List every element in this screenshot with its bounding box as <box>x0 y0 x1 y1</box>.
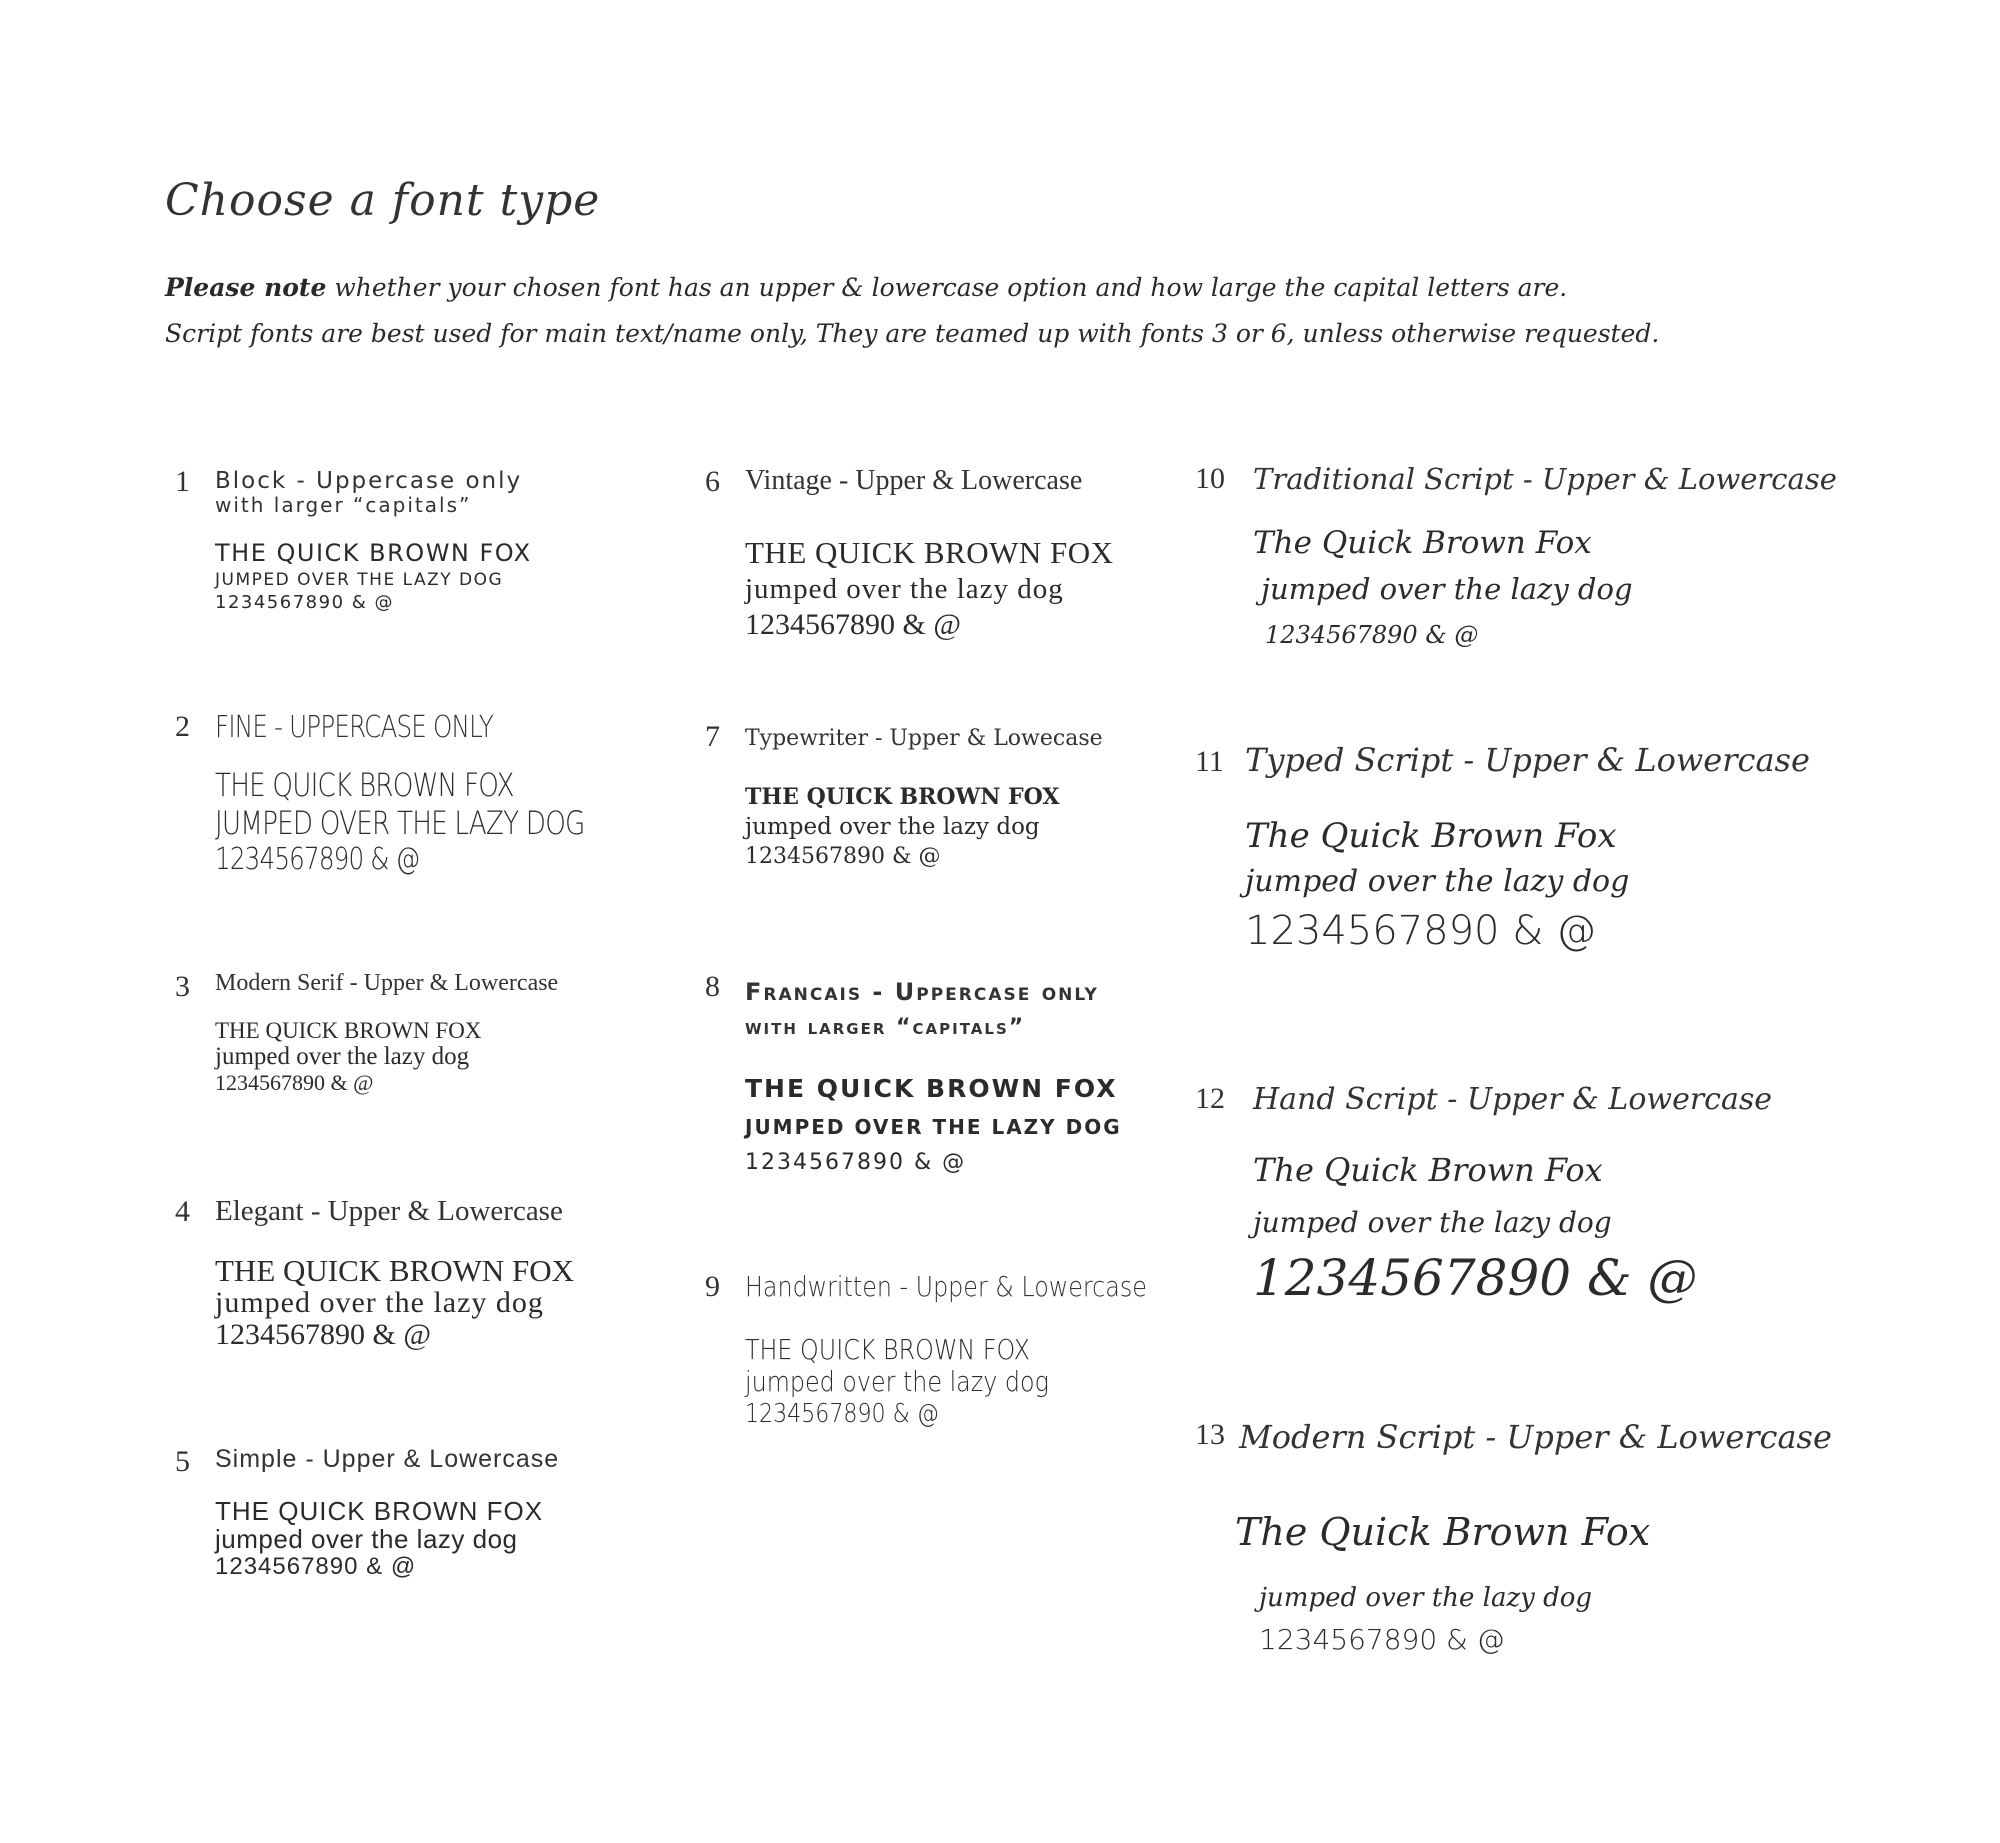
font-sample <box>215 537 532 615</box>
font-number: 7 <box>705 720 720 753</box>
sample-line-2: jumped over the lazy dog <box>1245 864 1630 899</box>
sample-line-2: JUMPED OVER THE LAZY DOG <box>215 804 585 842</box>
font-title: Hand Script - Upper & Lowercase <box>1253 1082 1773 1117</box>
sample-line-3: 1234567890 & @ <box>215 1318 431 1351</box>
sample-line-3: 1234567890 & @ <box>215 1553 417 1580</box>
font-number: 3 <box>175 970 190 1003</box>
font-number: 8 <box>705 970 720 1003</box>
font-number: 5 <box>175 1445 190 1478</box>
font-title: Vintage - Upper & Lowercase <box>745 465 1083 496</box>
font-title: Traditional Script - Upper & Lowercase <box>1253 462 1837 496</box>
sample-line-2: jumped over the lazy dog <box>215 1286 544 1319</box>
sample-line-2: jumped over the lazy dog <box>215 1524 518 1554</box>
font-title: Modern Script - Upper & Lowercase <box>1239 1418 1832 1456</box>
sample-line-1: THE QUICK BROWN FOX <box>215 539 532 567</box>
sample-line-3: 1234567890 & @ <box>745 1399 939 1429</box>
font-sample <box>1245 813 1629 957</box>
font-number: 10 <box>1195 462 1225 495</box>
font-number: 12 <box>1195 1082 1225 1115</box>
font-sample <box>745 782 1060 872</box>
font-title: Elegant - Upper & Lowercase <box>215 1195 563 1227</box>
sample-line-1: The Quick Brown Fox <box>1235 1510 1651 1554</box>
sample-line-3: 1234567890 & @ <box>745 844 941 869</box>
font-sample <box>1235 1488 1650 1660</box>
sample-line-2: jumped over the lazy dog <box>1259 1583 1593 1613</box>
font-number: 13 <box>1195 1418 1225 1451</box>
font-sample <box>745 535 1114 643</box>
font-sample <box>215 1255 574 1351</box>
sample-line-3: 1234567890 & @ <box>215 842 420 877</box>
sample-line-1: THE QUICK BROWN FOX <box>215 1253 575 1288</box>
font-title: Handwritten - Upper & Lowercase <box>745 1270 1147 1303</box>
sample-line-3: 1234567890 & @ <box>1265 621 1479 649</box>
sample-line-3: 1234567890 & @ <box>1245 908 1597 954</box>
font-title: Typewriter - Upper & Lowecase <box>745 726 1103 751</box>
font-number: 2 <box>175 710 190 743</box>
page-heading: Choose a font type <box>165 175 601 226</box>
sample-line-1: THE QUICK BROWN FOX <box>215 766 514 804</box>
font-title: FINE - UPPERCASE ONLY <box>215 710 493 745</box>
sample-line-1: THE QUICK BROWN FOX <box>745 784 1060 810</box>
sample-line-1: THE QUICK BROWN FOX <box>215 1496 544 1526</box>
font-sample <box>745 1334 1049 1430</box>
sample-line-2: jumped over the lazy dog <box>1261 572 1633 606</box>
sample-line-3: 1234567890 & @ <box>745 608 961 641</box>
font-title-line-1: Block - Uppercase only <box>215 468 523 494</box>
sample-line-1: The Quick Brown Fox <box>1245 816 1617 856</box>
font-sample <box>745 1070 1122 1180</box>
font-number: 4 <box>175 1195 190 1228</box>
font-number: 11 <box>1195 745 1224 778</box>
sample-line-1: The Quick Brown Fox <box>1253 525 1592 561</box>
sample-line-1: THE QUICK BROWN FOX <box>745 535 1114 570</box>
note-bold-lead: Please note <box>165 273 327 302</box>
font-title: Modern Serif - Upper & Lowercase <box>215 970 559 996</box>
font-number: 6 <box>705 465 720 498</box>
font-title-line-2: with larger “capitals” <box>215 493 472 517</box>
font-title-line-1: Francais - Uppercase only <box>745 978 1099 1006</box>
font-sample <box>215 766 585 878</box>
font-title <box>745 974 1099 1046</box>
sample-line-1: THE QUICK BROWN FOX <box>215 1018 482 1043</box>
sample-line-2: JUMPED OVER THE LAZY DOG <box>745 1115 1122 1139</box>
sample-line-3: 1234567890 & @ <box>745 1150 967 1175</box>
sample-line-1: THE QUICK BROWN FOX <box>745 1074 1118 1103</box>
note-line-2: Script fonts are best used for main text/name only, They are teamed up with fonts 3 or 6, unless otherwise requested. <box>165 319 1660 348</box>
sample-line-1: THE QUICK BROWN FOX <box>745 1333 1030 1366</box>
sample-line-3: 1234567890 & @ <box>1253 1249 1698 1307</box>
font-number: 1 <box>175 465 190 498</box>
sample-line-3: 1234567890 & @ <box>215 1070 374 1095</box>
font-title: Typed Script - Upper & Lowercase <box>1245 741 1810 779</box>
note-line-1-rest: whether your chosen font has an upper & lowercase option and how large the capital letters are. <box>326 273 1568 302</box>
font-title <box>215 469 522 517</box>
font-sample <box>215 1497 543 1581</box>
font-number: 9 <box>705 1270 720 1303</box>
sample-line-2: jumped over the lazy dog <box>745 1365 1049 1398</box>
sample-line-3: 1234567890 & @ <box>215 592 395 613</box>
font-title-line-2: with larger “capitals” <box>745 1015 1026 1040</box>
sample-line-2: JUMPED OVER THE LAZY DOG <box>215 570 504 590</box>
note-line-1 <box>165 265 1965 311</box>
sample-line-3: 1234567890 & @ <box>1259 1623 1505 1656</box>
sample-line-2: jumped over the lazy dog <box>745 814 1040 840</box>
sample-line-2: jumped over the lazy dog <box>745 573 1064 605</box>
font-sample <box>1253 520 1633 658</box>
sample-line-2: jumped over the lazy dog <box>1253 1206 1612 1239</box>
font-sample <box>1253 1142 1697 1308</box>
font-sample <box>215 1018 481 1096</box>
note-text <box>165 265 1965 357</box>
sample-line-1: The Quick Brown Fox <box>1253 1151 1603 1189</box>
sample-line-2: jumped over the lazy dog <box>215 1043 470 1070</box>
font-title: Simple - Upper & Lowercase <box>215 1445 560 1473</box>
